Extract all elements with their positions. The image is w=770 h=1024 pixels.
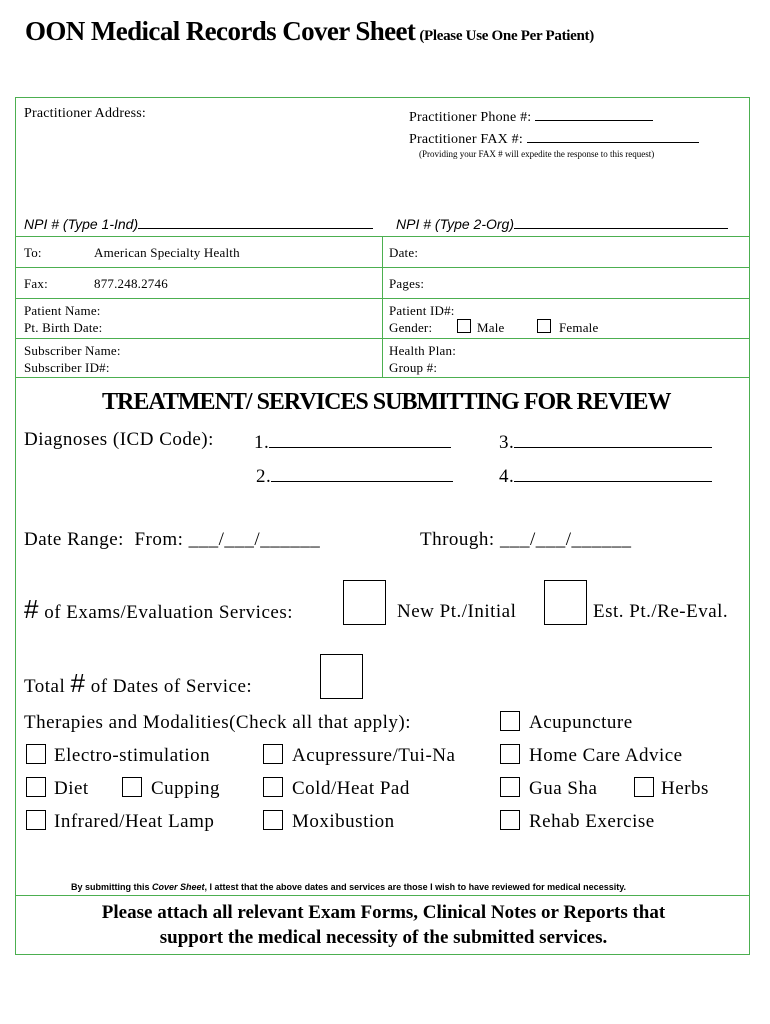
diet-checkbox[interactable] <box>26 777 46 797</box>
practitioner-address-label: Practitioner Address: <box>24 106 147 121</box>
attestation-text <box>71 882 626 892</box>
practitioner-fax-field[interactable] <box>527 128 699 143</box>
dx2-label: 2. <box>256 466 272 487</box>
female-label: Female <box>559 320 599 335</box>
cupping-checkbox[interactable] <box>122 777 142 797</box>
total-dates-row <box>24 668 252 699</box>
infrared-label: Infrared/Heat Lamp <box>54 811 215 832</box>
acupressure-label: Acupressure/Tui-Na <box>292 745 456 766</box>
dx4-label: 4. <box>499 466 515 487</box>
through-date-field[interactable]: ___/___/______ <box>499 529 632 550</box>
attest-em: Cover Sheet <box>152 882 205 892</box>
dx1-label: 1. <box>254 432 270 453</box>
dx1-field[interactable] <box>269 429 451 448</box>
dx4-field[interactable] <box>514 463 712 482</box>
birth-date-label: Pt. Birth Date: <box>24 320 103 335</box>
patient-name-label: Patient Name: <box>24 303 101 318</box>
npi-type1-row <box>24 216 373 232</box>
dx3-field[interactable] <box>514 429 712 448</box>
page-subtitle: (Please Use One Per Patient) <box>419 28 594 44</box>
exams-label: of Exams/Evaluation Services: <box>44 602 293 623</box>
divider <box>16 377 749 378</box>
subscriber-id-label: Subscriber ID#: <box>24 360 110 375</box>
hash-symbol: # <box>24 594 39 624</box>
through-label: Through: <box>420 529 495 550</box>
fax-label: Fax: <box>24 276 48 291</box>
practitioner-fax-row <box>409 128 699 148</box>
rehab-label: Rehab Exercise <box>529 811 655 832</box>
home-care-label: Home Care Advice <box>529 745 683 766</box>
male-label: Male <box>477 320 505 335</box>
npi-type2-label: NPI # (Type 2-Org) <box>396 216 514 232</box>
female-checkbox[interactable] <box>537 319 551 333</box>
gua-sha-checkbox[interactable] <box>500 777 520 797</box>
cupping-label: Cupping <box>151 778 220 799</box>
therapies-label: Therapies and Modalities(Check all that apply): <box>24 712 412 733</box>
attach-line-1: Please attach all relevant Exam Forms, Clinical Notes or Reports that <box>101 902 666 923</box>
fax-value: 877.248.2746 <box>94 276 168 291</box>
new-pt-label: New Pt./Initial <box>397 601 517 622</box>
patient-id-label: Patient ID#: <box>389 303 455 318</box>
divider <box>16 895 749 896</box>
pages-label: Pages: <box>389 276 425 291</box>
gua-sha-label: Gua Sha <box>529 778 598 799</box>
page-title: OON Medical Records Cover Sheet <box>25 16 416 46</box>
attest-pre: By submitting this <box>71 882 150 892</box>
attach-line-2: support the medical necessity of the submitted services. <box>159 927 608 948</box>
npi-type2-row <box>396 216 728 232</box>
electro-stimulation-checkbox[interactable] <box>26 744 46 764</box>
dx2-field[interactable] <box>271 463 453 482</box>
through-row <box>420 529 632 551</box>
dx4-row <box>499 463 712 488</box>
npi-type1-field[interactable] <box>138 216 373 229</box>
from-date-field[interactable]: ___/___/______ <box>188 529 321 550</box>
diagnoses-label: Diagnoses (ICD Code): <box>24 429 214 450</box>
infrared-checkbox[interactable] <box>26 810 46 830</box>
dx2-row <box>256 463 453 488</box>
acupressure-checkbox[interactable] <box>263 744 283 764</box>
gender-label: Gender: <box>389 320 433 335</box>
health-plan-label: Health Plan: <box>389 343 457 358</box>
treatment-heading: TREATMENT/ SERVICES SUBMITTING FOR REVIEW <box>102 389 671 415</box>
diet-label: Diet <box>54 778 89 799</box>
dx3-row <box>499 429 712 454</box>
electro-stimulation-label: Electro-stimulation <box>54 745 211 766</box>
date-label: Date: <box>389 245 419 260</box>
new-pt-count-box[interactable] <box>343 580 386 625</box>
attach-instructions <box>16 900 751 950</box>
fax-note: (Providing your FAX # will expedite the response to this request) <box>419 149 655 159</box>
form-title <box>25 16 594 47</box>
practitioner-phone-label: Practitioner Phone #: <box>409 110 532 125</box>
npi-type1-label: NPI # (Type 1-Ind) <box>24 216 139 232</box>
cold-heat-checkbox[interactable] <box>263 777 283 797</box>
acupuncture-label: Acupuncture <box>529 712 633 733</box>
dates-of-service-label: of Dates of Service: <box>90 676 253 697</box>
herbs-checkbox[interactable] <box>634 777 654 797</box>
rehab-checkbox[interactable] <box>500 810 520 830</box>
practitioner-fax-label: Practitioner FAX #: <box>409 132 523 147</box>
home-care-checkbox[interactable] <box>500 744 520 764</box>
dx3-label: 3. <box>499 432 515 453</box>
dates-of-service-box[interactable] <box>320 654 363 699</box>
moxibustion-label: Moxibustion <box>292 811 395 832</box>
est-pt-count-box[interactable] <box>544 580 587 625</box>
male-checkbox[interactable] <box>457 319 471 333</box>
exams-row <box>24 594 293 625</box>
date-range-label: Date Range: <box>24 529 124 550</box>
group-label: Group #: <box>389 360 438 375</box>
subscriber-name-label: Subscriber Name: <box>24 343 121 358</box>
herbs-label: Herbs <box>661 778 709 799</box>
to-label: To: <box>24 245 42 260</box>
to-value: American Specialty Health <box>94 245 240 260</box>
moxibustion-checkbox[interactable] <box>263 810 283 830</box>
column-divider <box>382 236 383 377</box>
attest-post: , I attest that the above dates and services are those I wish to have reviewed for medical necessity. <box>204 882 627 892</box>
practitioner-phone-field[interactable] <box>535 106 653 121</box>
npi-type2-field[interactable] <box>514 216 728 229</box>
hash-symbol: # <box>70 668 86 698</box>
practitioner-phone-row <box>409 106 653 126</box>
total-label: Total <box>24 676 66 697</box>
cold-heat-label: Cold/Heat Pad <box>292 778 410 799</box>
est-pt-label: Est. Pt./Re-Eval. <box>593 601 729 622</box>
date-range-row <box>24 529 320 551</box>
dx1-row <box>254 429 451 454</box>
from-label: From: <box>134 529 184 550</box>
acupuncture-checkbox[interactable] <box>500 711 520 731</box>
form-frame <box>15 97 750 955</box>
